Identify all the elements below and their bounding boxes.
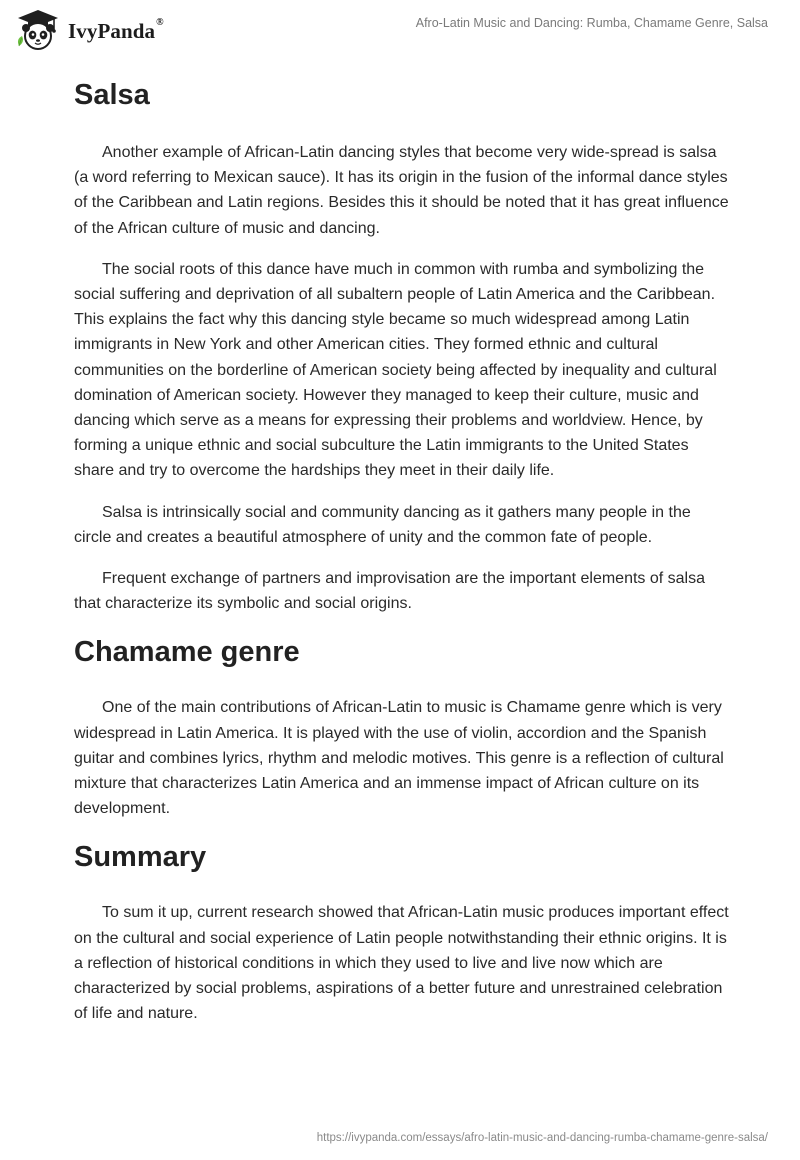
section-heading-chamame: Chamame genre [74, 636, 300, 669]
document-title: Afro-Latin Music and Dancing: Rumba, Chamame Genre, Salsa [415, 16, 768, 30]
summary-paragraph-1: To sum it up, current research showed that African-Latin music produces important effect on the cultural and social experience of Latin people notwithstanding their ethnic origins. It is a reflection of historical conditions in which they used to live and live now which are characterized by social problems, aspirations of a better future and unrestrained celebration of life and nature. [74, 904, 729, 1023]
section-heading-summary: Summary [74, 841, 207, 874]
panda-graduate-icon [14, 8, 62, 52]
brand-name: IvyPanda® [68, 16, 164, 43]
ivypanda-logo[interactable] [14, 8, 164, 52]
salsa-paragraph-1: Another example of African-Latin dancing styles that become very wide-spread is salsa (a word referring to Mexican sauce). It has its origin in the fusion of the informal dance styles of the Caribbean and Latin regions. Besides this it should be noted that it has great influence of the African culture of music and dancing. [74, 144, 729, 237]
section-heading-salsa: Salsa [74, 79, 150, 111]
source-url[interactable]: https://ivypanda.com/essays/afro-latin-music-and-dancing-rumba-chamame-genre-salsa/ [316, 1132, 768, 1144]
salsa-paragraph-3: Salsa is intrinsically social and community dancing as it gathers many people in the circle and creates a beautiful atmosphere of unity and the common fate of people. [74, 503, 691, 546]
essay-content [74, 68, 730, 1026]
chamame-paragraph-1: One of the main contributions of African-Latin to music is Chamame genre which is very widespread in Latin America. It is played with the use of violin, accordion and the Spanish guitar and combines lyrics, rhythm and melodic motives. This genre is a reflection of cultural mixture that characterizes Latin America and an immense impact of African culture on its development. [74, 699, 724, 818]
page-header [0, 0, 800, 64]
salsa-paragraph-4: Frequent exchange of partners and improvisation are the important elements of salsa that characterize its symbolic and social origins. [74, 570, 705, 613]
salsa-paragraph-2: The social roots of this dance have much in common with rumba and symbolizing the social suffering and deprivation of all subaltern people of Latin America and the Caribbean. This explains the fact why this dancing style became so much widespread among Latin immigrants in New York and other American cities. They formed ethnic and cultural communities on the borderline of American society being affected by inequality and cultural domination of American society. However they managed to keep their culture, music and dancing which serve as a means for expressing their problems and worldview. Hence, by forming a unique ethnic and social subculture the Latin immigrants to the United States share and try to overcome the hardships they meet in their daily life. [74, 260, 717, 480]
